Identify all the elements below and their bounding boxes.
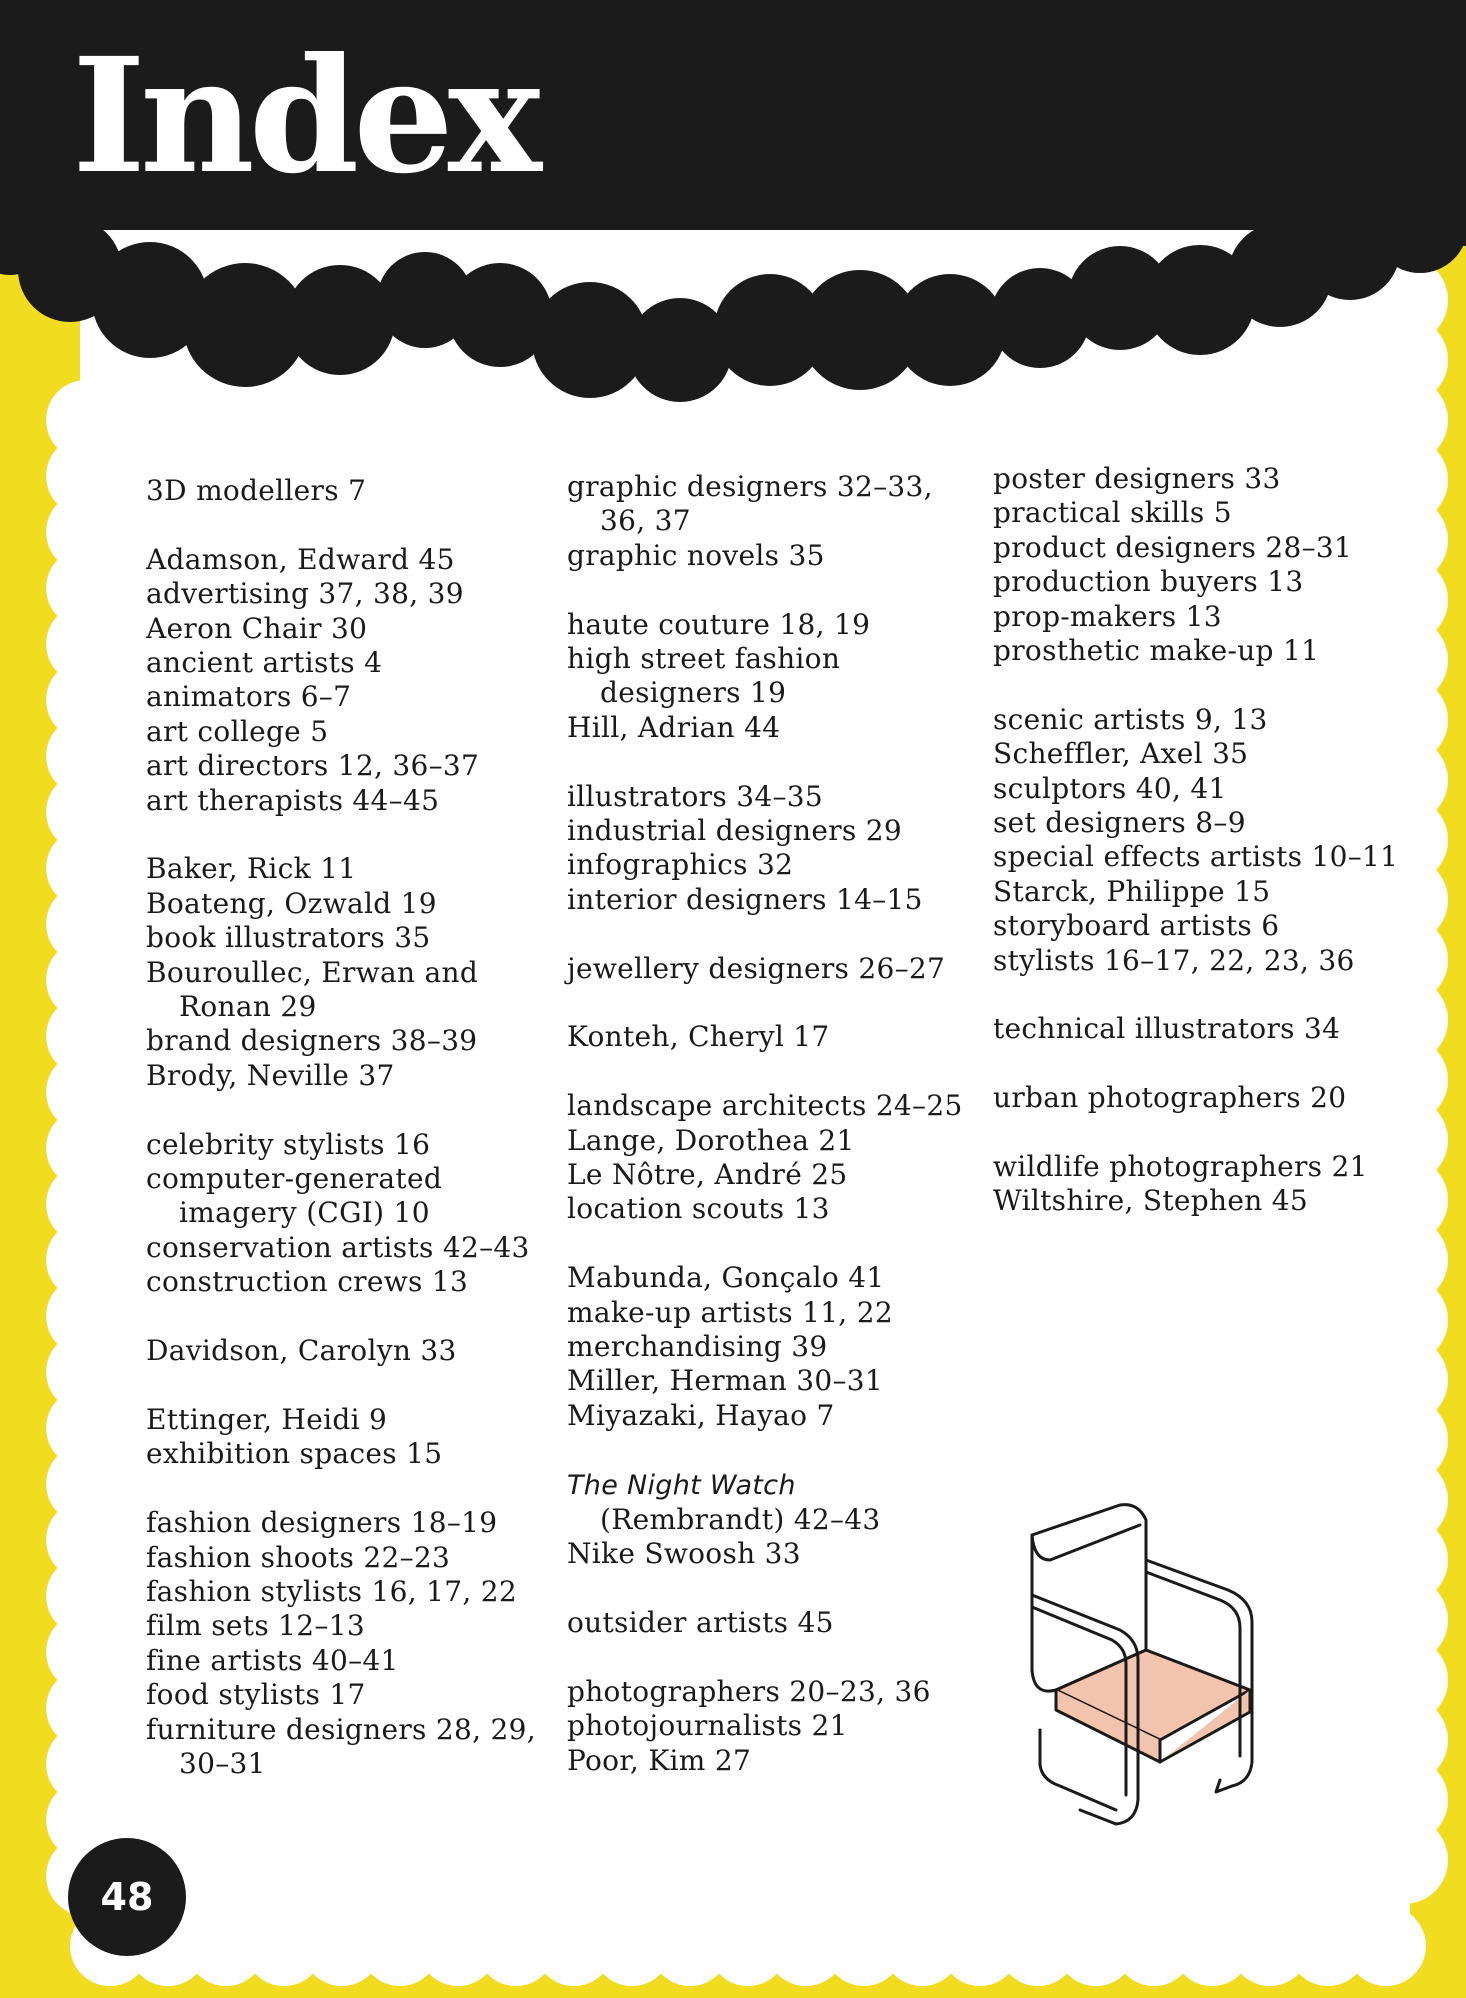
index-entry-text: film sets 12–13 <box>146 1609 365 1643</box>
index-entry-text: advertising 37, 38, 39 <box>146 577 464 611</box>
index-entry <box>146 921 546 955</box>
index-entry-text: infographics 32 <box>567 848 794 882</box>
index-entry <box>567 1296 987 1330</box>
index-entry-text: photographers 20–23, 36 <box>567 1675 931 1709</box>
index-entry <box>567 1124 987 1158</box>
index-entry <box>146 749 546 783</box>
index-entry <box>146 1334 546 1368</box>
index-entry <box>146 1575 546 1609</box>
index-entry <box>567 1192 987 1226</box>
index-entry-text: Miller, Herman 30–31 <box>567 1364 884 1398</box>
index-entry-text: Ettinger, Heidi 9 <box>146 1402 388 1436</box>
index-entry-text: Davidson, Carolyn 33 <box>146 1334 457 1368</box>
index-entry-text: Poor, Kim 27 <box>567 1743 752 1777</box>
index-entry <box>567 848 987 882</box>
index-entry-text: special effects artists 10–11 <box>993 840 1399 874</box>
index-entry <box>567 1261 987 1295</box>
index-entry <box>993 531 1413 565</box>
index-entry <box>993 840 1413 874</box>
index-entry <box>146 956 546 1025</box>
index-entry-text: Bouroullec, Erwan and Ronan 29 <box>146 955 479 1024</box>
index-entry-text: book illustrators 35 <box>146 921 431 955</box>
index-entry-text: furniture designers 28, 29, 30–31 <box>146 1712 536 1780</box>
index-entry <box>567 642 987 711</box>
index-entry <box>567 608 987 642</box>
page-number: 48 <box>100 1875 154 1919</box>
index-entry-text: Le Nôtre, André 25 <box>567 1158 848 1192</box>
index-entry <box>146 1678 546 1712</box>
index-entry <box>146 887 546 921</box>
index-entry-text: Mabunda, Gonçalo 41 <box>567 1261 885 1295</box>
index-entry <box>993 1012 1413 1046</box>
page-title: Index <box>72 24 536 209</box>
index-entry <box>146 680 546 714</box>
index-entry <box>146 1403 546 1437</box>
index-entry <box>567 883 987 917</box>
index-entry-text: fashion stylists 16, 17, 22 <box>146 1574 518 1608</box>
index-entry-text: interior designers 14–15 <box>567 882 923 916</box>
index-entry-text: production buyers 13 <box>993 565 1304 599</box>
index-entry <box>146 612 546 646</box>
index-entry <box>567 539 987 573</box>
index-entry <box>567 780 987 814</box>
index-entry-text: computer-generated imagery (CGI) 10 <box>146 1162 443 1230</box>
index-entry-text: celebrity stylists 16 <box>146 1127 431 1161</box>
index-entry-text: product designers 28–31 <box>993 530 1353 564</box>
index-entry <box>567 1158 987 1192</box>
index-entry-text: Boateng, Ozwald 19 <box>146 886 437 920</box>
index-entry <box>567 952 987 986</box>
index-entry-subtext: (Rembrandt) 42–43 <box>600 1503 881 1537</box>
index-entry <box>146 1437 546 1471</box>
index-entry <box>567 711 987 745</box>
index-entry <box>993 565 1413 599</box>
index-entry <box>567 1744 987 1778</box>
index-entry <box>146 474 546 508</box>
index-entry <box>993 600 1413 634</box>
index-entry <box>993 634 1413 668</box>
index-entry-text: prop-makers 13 <box>993 599 1222 633</box>
index-entry-text: high street fashion designers 19 <box>567 642 841 710</box>
index-entry-text: Hill, Adrian 44 <box>567 710 781 744</box>
index-entry-text: conservation artists 42–43 <box>146 1230 530 1264</box>
index-entry-text: graphic novels 35 <box>567 538 825 572</box>
index-entry-text: location scouts 13 <box>567 1192 830 1226</box>
index-entry <box>146 852 546 886</box>
index-entry-text: urban photographers 20 <box>993 1081 1347 1115</box>
index-entry-text: 3D modellers 7 <box>146 474 367 507</box>
index-entry-text: fashion shoots 22–23 <box>146 1540 451 1574</box>
index-entry <box>146 1506 546 1540</box>
index-entry <box>146 1609 546 1643</box>
index-entry <box>567 814 987 848</box>
index-entry <box>567 1364 987 1398</box>
index-entry <box>993 944 1413 978</box>
index-column-3 <box>993 462 1413 1219</box>
index-entry-text: The Night Watch <box>567 1469 796 1501</box>
index-entry-text: industrial designers 29 <box>567 814 902 848</box>
index-entry-text: storyboard artists 6 <box>993 909 1280 943</box>
index-entry-text: art college 5 <box>146 714 329 748</box>
index-entry <box>993 806 1413 840</box>
index-entry <box>993 462 1413 496</box>
index-entry-text: jewellery designers 26–27 <box>567 951 946 985</box>
index-entry <box>567 1330 987 1364</box>
index-entry <box>146 715 546 749</box>
index-entry-text: Starck, Philippe 15 <box>993 874 1271 908</box>
index-entry <box>993 737 1413 771</box>
index-entry <box>146 646 546 680</box>
index-entry <box>146 1265 546 1299</box>
index-entry-text: sculptors 40, 41 <box>993 771 1227 805</box>
index-entry-text: merchandising 39 <box>567 1330 828 1364</box>
index-entry-text: poster designers 33 <box>993 462 1281 495</box>
index-entry <box>146 1059 546 1093</box>
index-entry-text: prosthetic make-up 11 <box>993 634 1320 668</box>
index-entry-text: fashion designers 18–19 <box>146 1506 498 1540</box>
index-entry <box>993 772 1413 806</box>
index-entry <box>993 875 1413 909</box>
index-entry-text: make-up artists 11, 22 <box>567 1295 893 1329</box>
index-entry <box>146 784 546 818</box>
index-entry-text: brand designers 38–39 <box>146 1024 478 1058</box>
index-entry-text: ancient artists 4 <box>146 646 383 680</box>
index-entry <box>567 1089 987 1123</box>
index-entry-text: Brody, Neville 37 <box>146 1058 395 1092</box>
index-entry <box>567 1020 987 1054</box>
index-entry-text: fine artists 40–41 <box>146 1643 399 1677</box>
index-entry-text: Miyazaki, Hayao 7 <box>567 1398 835 1432</box>
index-entry <box>146 1541 546 1575</box>
index-entry <box>993 1184 1413 1218</box>
page-number-badge <box>68 1838 186 1956</box>
index-entry-text: set designers 8–9 <box>993 806 1246 840</box>
index-entry-text: wildlife photographers 21 <box>993 1150 1368 1184</box>
index-entry-text: Konteh, Cheryl 17 <box>567 1020 830 1054</box>
index-entry <box>567 1606 987 1640</box>
index-entry <box>567 1709 987 1743</box>
index-entry-text: Baker, Rick 11 <box>146 852 357 886</box>
index-entry <box>146 1231 546 1265</box>
index-entry-text: Nike Swoosh 33 <box>567 1537 801 1571</box>
index-entry-text: art directors 12, 36–37 <box>146 749 480 783</box>
index-entry-text: Wiltshire, Stephen 45 <box>993 1184 1308 1218</box>
index-entry-text: technical illustrators 34 <box>993 1012 1341 1046</box>
index-entry <box>146 577 546 611</box>
index-entry-text: Aeron Chair 30 <box>146 611 368 645</box>
index-column-1 <box>146 474 546 1781</box>
index-entry <box>567 1675 987 1709</box>
index-entry <box>567 470 987 539</box>
index-entry-text: construction crews 13 <box>146 1265 469 1299</box>
index-entry <box>146 1713 546 1782</box>
index-entry-text: illustrators 34–35 <box>567 779 824 813</box>
index-entry-text: scenic artists 9, 13 <box>993 702 1268 736</box>
index-entry-text: haute couture 18, 19 <box>567 607 871 641</box>
index-entry <box>993 703 1413 737</box>
index-entry <box>146 1024 546 1058</box>
index-entry-text: outsider artists 45 <box>567 1606 834 1640</box>
index-entry <box>567 1399 987 1433</box>
index-entry-text: exhibition spaces 15 <box>146 1437 443 1471</box>
index-column-2 <box>567 470 987 1778</box>
index-entry <box>146 543 546 577</box>
index-entry <box>993 496 1413 530</box>
index-entry <box>146 1162 546 1231</box>
index-entry-text: graphic designers 32–33, 36, 37 <box>567 470 933 538</box>
index-entry <box>993 1081 1413 1115</box>
index-entry-text: art therapists 44–45 <box>146 783 440 817</box>
index-entry-text: Scheffler, Axel 35 <box>993 737 1249 771</box>
index-entry-text: landscape architects 24–25 <box>567 1089 963 1123</box>
chair-icon <box>1020 1500 1360 1830</box>
index-entry <box>146 1128 546 1162</box>
index-entry <box>146 1644 546 1678</box>
index-entry-text: animators 6–7 <box>146 680 352 714</box>
index-entry <box>993 1150 1413 1184</box>
index-entry-text: stylists 16–17, 22, 23, 36 <box>993 943 1355 977</box>
index-entry-text: food stylists 17 <box>146 1678 366 1712</box>
index-entry-text: practical skills 5 <box>993 496 1232 530</box>
index-entry <box>567 1537 987 1571</box>
index-entry <box>993 909 1413 943</box>
index-entry-text: Lange, Dorothea 21 <box>567 1123 855 1157</box>
index-entry-text: Adamson, Edward 45 <box>146 542 455 576</box>
index-entry-text: photojournalists 21 <box>567 1709 848 1743</box>
index-entry <box>567 1468 987 1538</box>
